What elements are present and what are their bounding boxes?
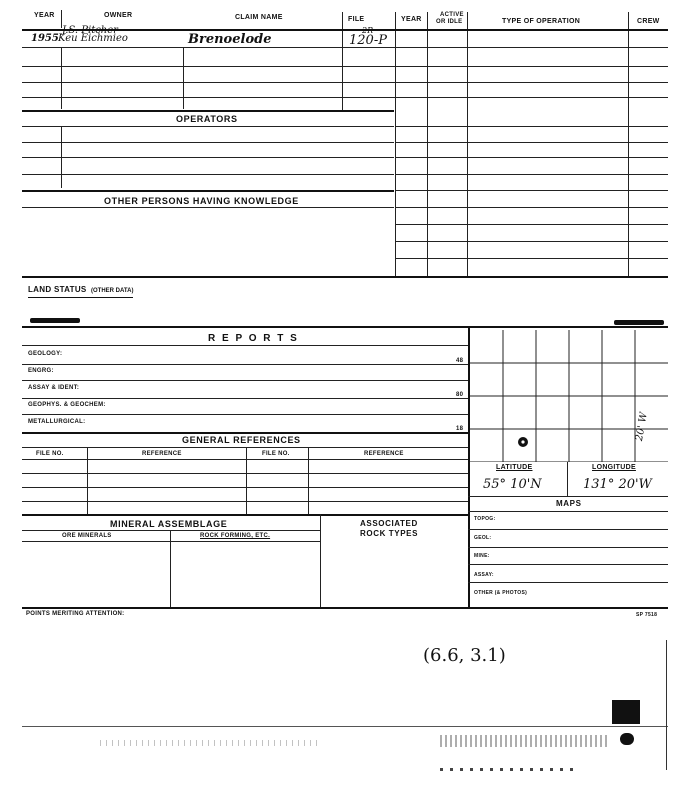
divider [427, 12, 428, 276]
section-rule [22, 607, 668, 609]
file-number-entry: 120-P [349, 33, 387, 48]
ore-minerals-header: ORE MINERALS [62, 533, 112, 539]
land-status-sub: (OTHER DATA) [91, 288, 134, 294]
file-header: FILE [348, 16, 365, 23]
longitude-label: LONGITUDE [592, 464, 636, 471]
ref-reference-header-1: REFERENCE [142, 451, 182, 457]
latitude-label: LATITUDE [496, 464, 533, 471]
divider [308, 447, 309, 515]
row-rule [395, 190, 668, 191]
handwritten-coordinates-note: (6.6, 3.1) [423, 645, 506, 666]
edge-line [666, 640, 667, 770]
row-rule [22, 364, 468, 365]
operators-title: OPERATORS [176, 114, 238, 124]
or-idle-header: OR IDLE [436, 19, 463, 25]
ink-blot [620, 733, 634, 745]
row-rule [22, 47, 668, 48]
maps-topog: TOPOG: [474, 516, 496, 522]
row-rule [22, 459, 468, 460]
maps-mine: MINE: [474, 553, 490, 559]
row-rule [22, 414, 468, 415]
section-rule [22, 326, 668, 328]
owner-line-1: J.S. Pitcher [62, 25, 118, 36]
divider [61, 47, 62, 109]
maps-geol: GEOL: [474, 535, 492, 541]
row-rule [395, 157, 668, 158]
row-rule [22, 473, 468, 474]
divider [567, 462, 568, 496]
report-num-metallurgical: 18 [456, 426, 464, 432]
row-rule [22, 174, 394, 175]
row-rule [22, 207, 394, 208]
scan-noise [100, 740, 320, 746]
ink-blot [614, 320, 664, 325]
row-rule [22, 501, 468, 502]
row-rule [468, 582, 668, 583]
section-rule [22, 110, 394, 112]
divider [395, 12, 396, 276]
general-references-title: GENERAL REFERENCES [182, 435, 301, 445]
row-rule [468, 529, 668, 530]
longitude-value: 131° 20'W [583, 477, 652, 492]
form-number: SP 7518 [636, 612, 658, 618]
row-rule [468, 547, 668, 548]
active-header: ACTIVE [440, 12, 464, 18]
report-label-metallurgical: METALLURGICAL: [28, 419, 86, 425]
rock-forming-header: ROCK FORMING, ETC. [200, 533, 271, 539]
row-rule [22, 142, 394, 143]
row-rule [395, 241, 668, 242]
row-rule [22, 398, 468, 399]
divider [467, 12, 468, 276]
location-grid [470, 330, 668, 462]
row-rule [22, 447, 468, 448]
row-rule [395, 258, 668, 259]
report-num-assay: 80 [456, 392, 464, 398]
section-rule [22, 190, 394, 192]
row-rule [22, 66, 668, 67]
divider [246, 447, 247, 515]
divider [170, 530, 171, 608]
divider [61, 126, 62, 188]
file-ref-top: 2R [362, 26, 374, 35]
type-of-operation-header: TYPE OF OPERATION [502, 18, 581, 25]
ref-file-no-header-1: FILE NO. [36, 451, 64, 457]
entry-year: 1955 [31, 33, 59, 44]
row-rule [22, 487, 468, 488]
row-rule [22, 380, 468, 381]
crew-header: CREW [637, 18, 660, 25]
row-rule [22, 530, 320, 531]
row-rule [22, 157, 394, 158]
row-rule [395, 142, 668, 143]
ref-file-no-header-2: FILE NO. [262, 451, 290, 457]
scan-noise [440, 735, 610, 747]
divider [320, 514, 321, 608]
section-rule [22, 514, 468, 516]
owner-header: OWNER [104, 12, 133, 19]
divider [628, 12, 629, 276]
claim-name-entry: Brenoelode [188, 32, 272, 47]
registration-mark [612, 700, 640, 724]
header-rule [22, 29, 668, 31]
associated-rock-title-2: ROCK TYPES [360, 529, 419, 538]
row-rule [395, 174, 668, 175]
mineral-assemblage-title: MINERAL ASSEMBLAGE [110, 519, 228, 529]
year-header: YEAR [34, 12, 55, 19]
section-rule [22, 432, 468, 434]
associated-rock-title-1: ASSOCIATED [360, 519, 418, 528]
row-rule [395, 224, 668, 225]
divider [87, 447, 88, 515]
maps-title: MAPS [556, 499, 582, 508]
year-header-2: YEAR [401, 16, 422, 23]
row-rule [395, 207, 668, 208]
latitude-value: 55° 10'N [483, 477, 542, 492]
ink-blot [30, 318, 80, 323]
row-rule [22, 126, 394, 127]
claim-name-header: CLAIM NAME [235, 14, 283, 21]
report-label-geology: GEOLOGY: [28, 351, 63, 357]
row-rule [468, 496, 668, 497]
grid-longitude-note: 20' W [634, 411, 650, 442]
maps-assay: ASSAY: [474, 572, 494, 578]
ref-reference-header-2: REFERENCE [364, 451, 404, 457]
fold-line [22, 726, 668, 727]
owner-line-2: Keu Eichmieo [58, 33, 128, 44]
points-meriting-attention: POINTS MERITING ATTENTION: [26, 611, 125, 617]
divider [342, 12, 343, 110]
report-label-engrg: ENGRG: [28, 368, 54, 374]
row-rule [22, 82, 668, 83]
row-rule [395, 126, 668, 127]
row-rule [468, 564, 668, 565]
maps-other: OTHER (& PHOTOS) [474, 590, 528, 596]
row-rule [22, 541, 320, 542]
row-rule [22, 97, 668, 98]
section-rule [22, 276, 668, 278]
other-persons-title: OTHER PERSONS HAVING KNOWLEDGE [104, 196, 299, 206]
land-status-label [28, 279, 133, 298]
row-rule [468, 511, 668, 512]
report-label-assay: ASSAY & IDENT: [28, 385, 80, 391]
scan-noise [440, 768, 580, 771]
row-rule [22, 345, 468, 346]
report-num-geology: 48 [456, 358, 464, 364]
report-label-geophys: GEOPHYS. & GEOCHEM: [28, 402, 106, 408]
reports-title: R E P O R T S [208, 333, 299, 344]
divider [183, 47, 184, 109]
land-status-title: LAND STATUS [28, 285, 87, 294]
